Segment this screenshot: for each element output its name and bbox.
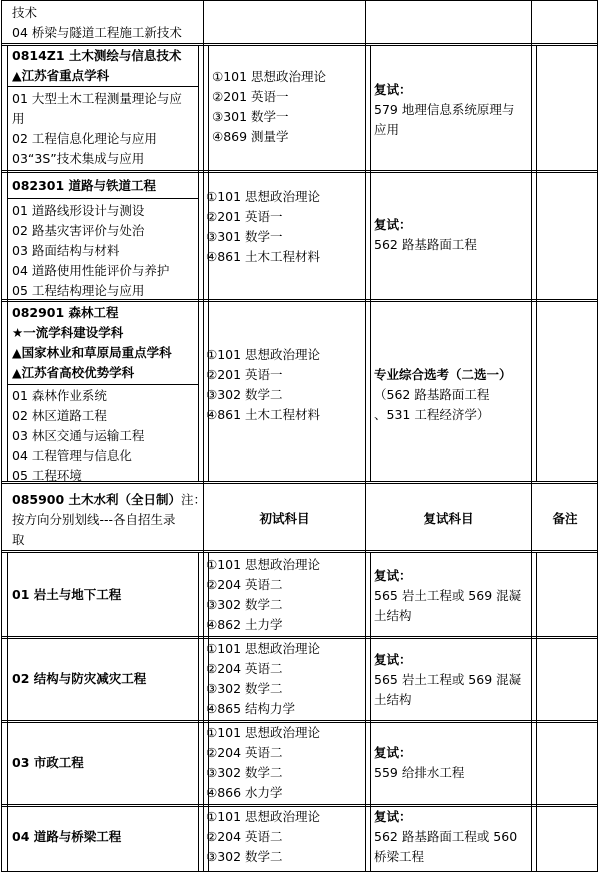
- program-title: 082301 道路与铁道工程: [12, 178, 157, 193]
- exam-subject: ④865 结构力学: [206, 701, 296, 716]
- exam-subject: ③301 数学一: [206, 229, 283, 244]
- row-divider: [7, 198, 199, 199]
- row2-title: [12, 176, 156, 196]
- exam-subject: ②204 英语二: [206, 661, 283, 676]
- retest-title: 复试：: [374, 82, 412, 97]
- row2-directions: [12, 201, 169, 301]
- exam-subject: ①101 思想政治理论: [206, 725, 321, 740]
- retest-title: 复试：: [374, 217, 412, 232]
- direction-line: 03 路面结构与材料: [12, 243, 120, 258]
- direction-line: 01 大型土木工程测量理论与应: [12, 91, 182, 106]
- row5-title: 01 岩土与地下工程: [12, 587, 122, 602]
- retest-line: 土结构: [374, 608, 412, 623]
- program-title: 082901 森林工程: [12, 305, 119, 320]
- retest-line: 562 路基路面工程或 560: [374, 829, 518, 844]
- row1-exam: [212, 67, 326, 147]
- row4-left: [12, 490, 206, 550]
- exam-subject: ②201 英语一: [206, 209, 283, 224]
- col-divider-3: [531, 0, 532, 872]
- row3-title: [12, 303, 172, 383]
- exam-subject: ④861 土木工程材料: [206, 249, 321, 264]
- direction-line: 02 林区道路工程: [12, 408, 107, 423]
- note-line: 取: [12, 532, 25, 547]
- program-line: 04 桥梁与隧道工程施工新技术: [12, 25, 182, 40]
- direction-line: 03“3S”技术集成与应用: [12, 151, 145, 166]
- program-title: 085900 土木水利（全日制）: [12, 492, 182, 507]
- col-divider-inner-9: [7, 45, 8, 481]
- row3-retest: [374, 365, 512, 425]
- row1-retest: [374, 80, 514, 140]
- row7-exam: [206, 723, 320, 803]
- retest-line: 桥梁工程: [374, 849, 425, 864]
- exam-subject: ④869 测量学: [212, 129, 289, 144]
- row8-title: 04 道路与桥梁工程: [12, 829, 122, 844]
- direction-line: 01 道路线形设计与测设: [12, 203, 145, 218]
- exam-subject: ④862 土力学: [206, 617, 283, 632]
- retest-title: 复试：: [374, 652, 412, 667]
- row7-title: 03 市政工程: [12, 755, 84, 770]
- col-divider-inner: [198, 45, 199, 481]
- program-tag: ▲江苏省高校优势学科: [12, 365, 135, 380]
- row-divider: [7, 384, 199, 385]
- row3-directions: [12, 386, 144, 486]
- exam-subject: ②204 英语二: [206, 829, 283, 844]
- col-divider-inner-5: [370, 45, 371, 481]
- exam-subject: ②201 英语一: [212, 89, 289, 104]
- col-divider-1: [203, 0, 204, 872]
- exam-subject: ③302 数学二: [206, 597, 283, 612]
- retest-line: 579 地理信息系统原理与: [374, 102, 515, 117]
- col-divider-inner-7: [536, 45, 537, 481]
- retest-line: 565 岩土工程或 569 混凝: [374, 672, 522, 687]
- row6-title: 02 结构与防灾减灾工程: [12, 671, 147, 686]
- direction-line: 05 工程环境: [12, 468, 82, 483]
- retest-title: 复试：: [374, 809, 412, 824]
- row7-retest: [374, 743, 464, 783]
- program-line: 技术: [12, 5, 38, 20]
- exam-subject: ④861 土木工程材料: [206, 407, 321, 422]
- exam-subject: ③302 数学二: [206, 387, 283, 402]
- note-line: 按方向分别划线---各自招生录: [12, 512, 176, 527]
- direction-line: 05 工程结构理论与应用: [12, 283, 145, 298]
- direction-line: 04 道路使用性能评价与养护: [12, 263, 170, 278]
- col-divider-inner-6: [370, 552, 371, 872]
- exam-subject: ②204 英语二: [206, 745, 283, 760]
- exam-subject: ③302 数学二: [206, 765, 283, 780]
- exam-subject: ①101 思想政治理论: [206, 557, 321, 572]
- row2-exam: [206, 187, 320, 267]
- row3-exam: [206, 345, 320, 425]
- retest-line: 565 岩土工程或 569 混凝: [374, 588, 522, 603]
- direction-line: 02 工程信息化理论与应用: [12, 131, 157, 146]
- col-divider-inner-3: [198, 552, 199, 872]
- row-divider: [1, 550, 598, 553]
- exam-subject: ①101 思想政治理论: [212, 69, 327, 84]
- direction-line: 用: [12, 111, 25, 126]
- direction-line: 03 林区交通与运输工程: [12, 428, 145, 443]
- row5-retest: [374, 566, 521, 626]
- header-note: 备注: [552, 511, 578, 526]
- retest-title: 复试：: [374, 568, 412, 583]
- retest-line: 、531 工程经济学）: [374, 407, 490, 422]
- retest-line: （562 路基路面工程: [374, 387, 490, 402]
- col-divider-inner-8: [536, 552, 537, 872]
- program-tag: ★一流学科建设学科: [12, 325, 124, 340]
- retest-line: 559 给排水工程: [374, 765, 465, 780]
- exam-subject: ①101 思想政治理论: [206, 189, 321, 204]
- row8-exam: [206, 807, 320, 867]
- col-divider-2: [365, 0, 366, 872]
- direction-line: 02 路基灾害评价与处治: [12, 223, 145, 238]
- retest-title: 复试：: [374, 745, 412, 760]
- row6-retest: [374, 650, 521, 710]
- row8-retest: [374, 807, 517, 867]
- row-divider: [1, 170, 598, 173]
- exam-subject: ④866 水力学: [206, 785, 283, 800]
- exam-subject: ①101 思想政治理论: [206, 347, 321, 362]
- exam-subject: ③301 数学一: [212, 109, 289, 124]
- retest-title: 专业综合选考（二选一）: [374, 367, 512, 382]
- row0-left: [12, 3, 182, 43]
- row5-exam: [206, 555, 320, 635]
- col-divider-inner-10: [7, 552, 8, 872]
- note-prefix: 注：: [181, 492, 207, 507]
- exam-subject: ②204 英语二: [206, 577, 283, 592]
- row-divider: [7, 86, 199, 87]
- program-tag: ▲江苏省重点学科: [12, 68, 110, 83]
- row1-directions: [12, 89, 182, 169]
- row2-retest: [374, 215, 477, 255]
- exam-subject: ①101 思想政治理论: [206, 809, 321, 824]
- row6-exam: [206, 639, 320, 719]
- exam-subject: ①101 思想政治理论: [206, 641, 321, 656]
- exam-subject: ②201 英语一: [206, 367, 283, 382]
- direction-line: 04 工程管理与信息化: [12, 448, 132, 463]
- retest-line: 土结构: [374, 692, 412, 707]
- retest-line: 562 路基路面工程: [374, 237, 477, 252]
- retest-line: 应用: [374, 122, 400, 137]
- program-tag: ▲国家林业和草原局重点学科: [12, 345, 172, 360]
- header-retest: 复试科目: [423, 511, 474, 526]
- exam-subject: ③302 数学二: [206, 681, 283, 696]
- direction-line: 01 森林作业系统: [12, 388, 107, 403]
- row1-title: [12, 46, 181, 86]
- exam-subject: ③302 数学二: [206, 849, 283, 864]
- header-exam: 初试科目: [259, 511, 310, 526]
- program-title: 0814Z1 土木测绘与信息技术: [12, 48, 182, 63]
